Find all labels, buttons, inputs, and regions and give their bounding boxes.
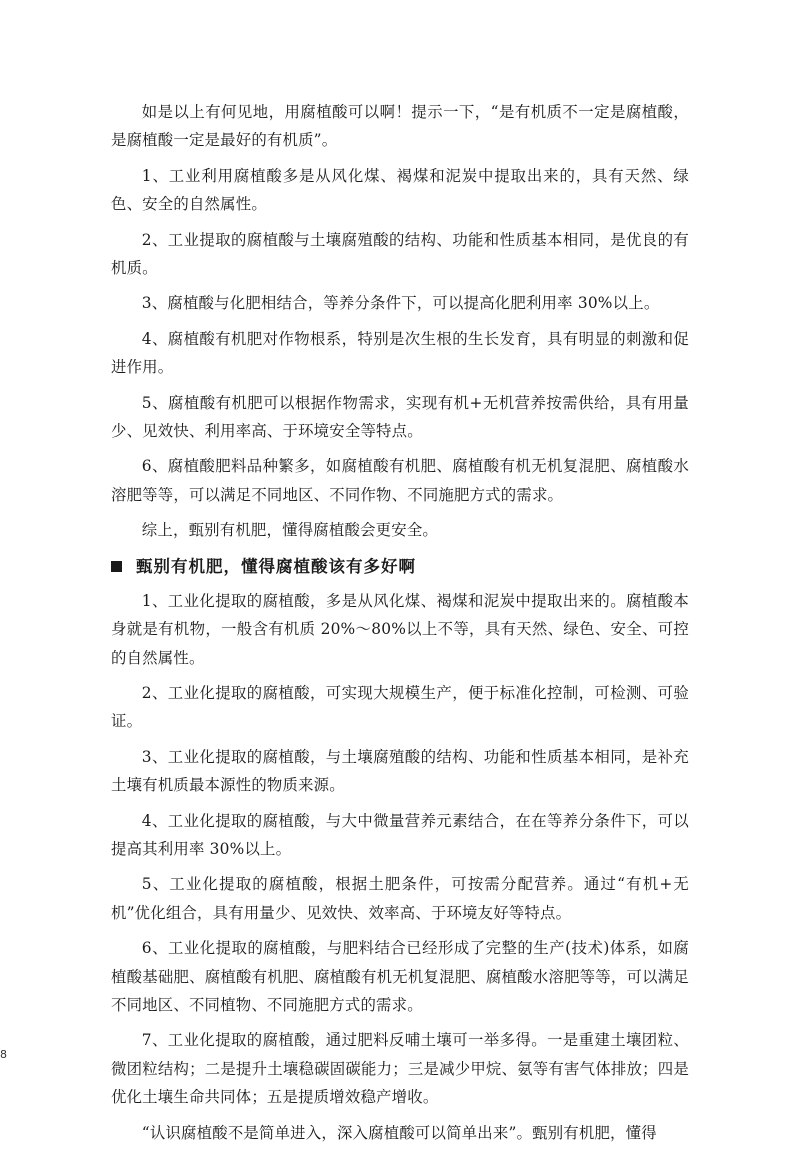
list-item: 4、工业化提取的腐植酸，与大中微量营养元素结合，在在等养分条件下，可以提高其利用率 30%以上。 <box>111 811 689 858</box>
intro-paragraph: 如是以上有何见地，用腐植酸可以啊！提示一下，“是有机质不一定是腐植酸，是腐植酸一定是最好的有机质”。 <box>111 103 689 150</box>
page-number: 8 <box>0 1048 7 1061</box>
list-item: 6、腐植酸肥料品种繁多，如腐植酸有机肥、腐植酸有机无机复混肥、腐植酸水溶肥等等，可以满足不同地区、不同作物、不同施肥方式的需求。 <box>111 457 689 504</box>
list-item: 1、工业利用腐植酸多是从风化煤、褐煤和泥炭中提取出来的，具有天然、绿色、安全的自然属性。 <box>111 166 689 214</box>
list-item: 7、工业化提取的腐植酸，通过肥料反哺土壤可一举多得。一是重建土壤团粒、微团粒结构；二是提升土壤稳碳固碳能力；三是减少甲烷、氨等有害气体排放；四是优化土壤生命共同体；五是提质增效稳产增收。 <box>111 1031 689 1107</box>
list-item: 5、腐植酸有机肥可以根据作物需求，实现有机+无机营养按需供给，具有用量少、见效快、利用率高、于环境安全等特点。 <box>111 393 689 441</box>
list-item: 4、腐植酸有机肥对作物根系，特别是次生根的生长发育，具有明显的刺激和促进作用。 <box>111 329 689 377</box>
list-item: 3、腐植酸与化肥相结合，等养分条件下，可以提高化肥利用率 30%以上。 <box>141 294 660 313</box>
list-item: 3、工业化提取的腐植酸，与土壤腐殖酸的结构、功能和性质基本相同，是补充土壤有机质最本源性的物质来源。 <box>111 747 689 795</box>
section-heading <box>111 552 689 582</box>
closing-paragraph: “认识腐植酸不是简单进入，深入腐植酸可以简单出来”。甄别有机肥，懂得 <box>141 1123 657 1142</box>
list-item: 6、工业化提取的腐植酸，与肥料结合已经形成了完整的生产(技术)体系，如腐植酸基础肥、腐植酸有机肥、腐植酸有机无机复混肥、腐植酸水溶肥等等，可以满足不同地区、不同植物、不同施肥方式的需求。 <box>111 939 689 1014</box>
list-item: 1、工业化提取的腐植酸，多是从风化煤、褐煤和泥炭中提取出来的。腐植酸本身就是有机物，一般含有机质 20%～80%以上不等，具有天然、绿色、安全、可控的自然属性。 <box>111 591 689 667</box>
square-bullet-icon <box>111 561 122 572</box>
list-item: 5、工业化提取的腐植酸，根据土肥条件，可按需分配营养。通过“有机+无机”优化组合，具有用量少、见效快、效率高、于环境友好等特点。 <box>111 875 689 922</box>
list-item: 2、工业提取的腐植酸与土壤腐殖酸的结构、功能和性质基本相同，是优良的有机质。 <box>111 230 689 278</box>
summary-paragraph: 综上，甄别有机肥，懂得腐植酸会更安全。 <box>141 521 439 540</box>
section-heading-text: 甄别有机肥，懂得腐植酸该有多好啊 <box>136 556 416 576</box>
document-body <box>111 98 689 1154</box>
list-item: 2、工业化提取的腐植酸，可实现大规模生产，便于标准化控制，可检测、可验证。 <box>111 683 689 731</box>
